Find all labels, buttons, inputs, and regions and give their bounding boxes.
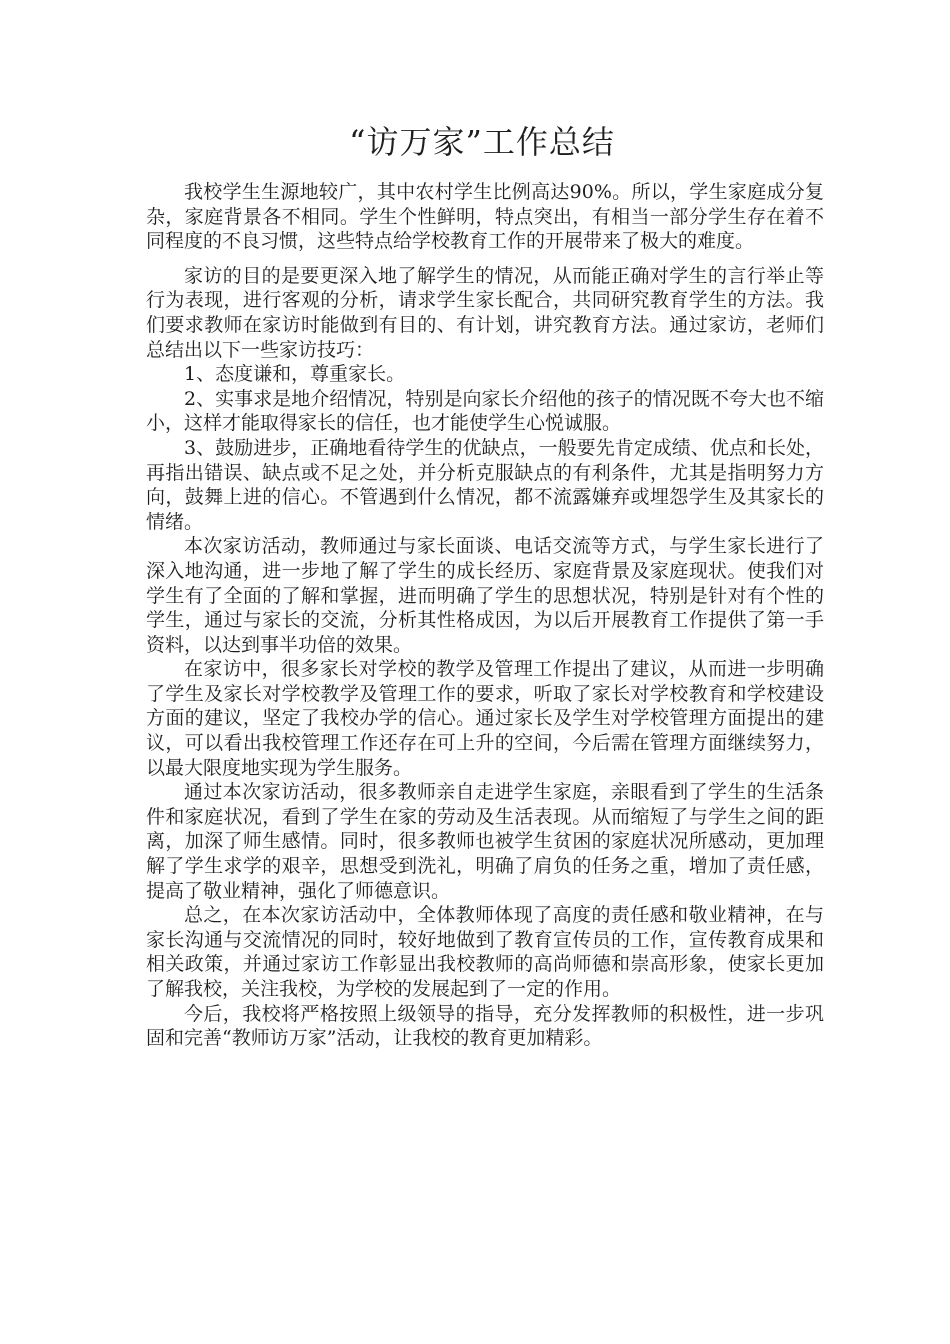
document-body: [146, 180, 824, 1051]
paragraph-experience: 通过本次家访活动，很多教师亲自走进学生家庭，亲眼看到了学生的生活条件和家庭状况，看到了学生在家的劳动及生活表现。从而缩短了与学生之间的距离，加深了师生感情。同时，很多教师也被学生贫困的家庭状况所感动，更加理解了学生求学的艰辛，思想受到洗礼，明确了肩负的任务之重，增加了责任感，提高了敬业精神，强化了师德意识。: [146, 781, 824, 902]
paragraph-summary: 总之，在本次家访活动中，全体教师体现了高度的责任感和敬业精神，在与家长沟通与交流情况的同时，较好地做到了教育宣传员的工作，宣传教育成果和相关政策，并通过家访工作彰显出我校教师的高尚师德和崇高形象，使家长更加了解我校，关注我校，为学校的发展起到了一定的作用。: [146, 904, 824, 1000]
paragraph-tip-1: 1、态度谦和，尊重家长。: [184, 363, 406, 386]
paragraph-tip-2: 2、实事求是地介绍情况，特别是向家长介绍他的孩子的情况既不夸大也不缩小，这样才能取得家长的信任，也才能使学生心悦诚服。: [146, 387, 824, 435]
paragraph-suggestions: 在家访中，很多家长对学校的教学及管理工作提出了建议，从而进一步明确了学生及家长对学校教学及管理工作的要求，听取了家长对学校教育和学校建设方面的建议，坚定了我校办学的信心。通过家长及学生对学校管理方面提出的建议，可以看出我校管理工作还存在可上升的空间，今后需在管理方面继续努力，以最大限度地实现为学生服务。: [146, 658, 824, 779]
document-title: “访万家”工作总结: [349, 123, 615, 161]
paragraph-future: 今后，我校将严格按照上级领导的指导，充分发挥教师的积极性，进一步巩固和完善“教师访万家”活动，让我校的教育更加精彩。: [146, 1002, 824, 1050]
paragraph-tip-3: 3、鼓励进步，正确地看待学生的优缺点，一般要先肯定成绩、优点和长处，再指出错误、缺点或不足之处，并分析克服缺点的有利条件，尤其是指明努力方向，鼓舞上进的信心。不管遇到什么情况，都不流露嫌弃或埋怨学生及其家长的情绪。: [146, 436, 824, 533]
paragraph-intro: 我校学生生源地较广，其中农村学生比例高达90%。所以，学生家庭成分复杂，家庭背景各不相同。学生个性鲜明，特点突出，有相当一部分学生存在着不同程度的不良习惯，这些特点给学校教育工作的开展带来了极大的难度。: [146, 181, 824, 253]
paragraph-purpose: 家访的目的是要更深入地了解学生的情况，从而能正确对学生的言行举止等行为表现，进行客观的分析，请求学生家长配合，共同研究教育学生的方法。我们要求教师在家访时能做到有目的、有计划，讲究教育方法。通过家访，老师们总结出以下一些家访技巧：: [146, 264, 824, 361]
paragraph-activity: 本次家访活动，教师通过与家长面谈、电话交流等方式，与学生家长进行了深入地沟通，进一步地了解了学生的成长经历、家庭背景及家庭现状。使我们对学生有了全面的了解和掌握，进而明确了学生的思想状况，特别是针对有个性的学生，通过与家长的交流，分析其性格成因，为以后开展教育工作提供了第一手资料，以达到事半功倍的效果。: [146, 535, 824, 656]
